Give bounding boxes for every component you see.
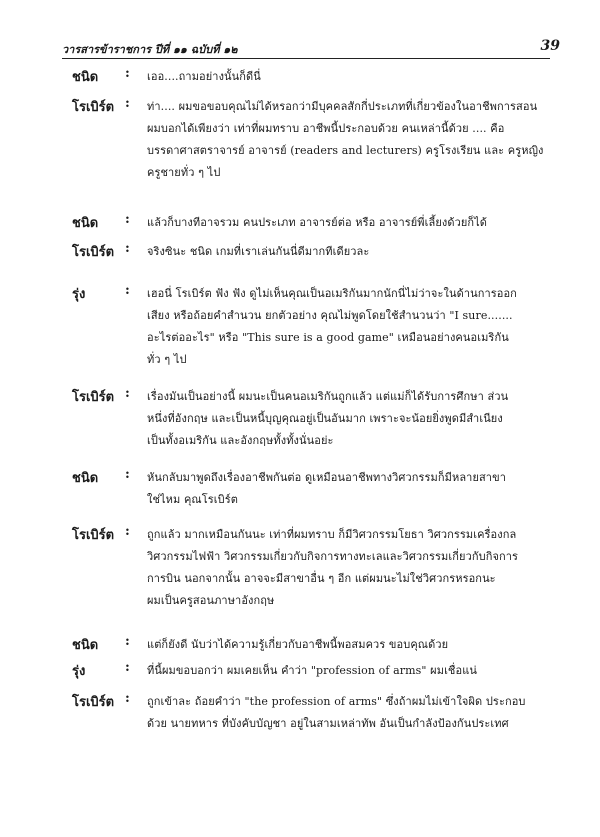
speech-line: เรื่องมันเป็นอย่างนี้ ผมนะเป็นคนอเมริกันถูกแล้ว แต่แม่ก็ได้รับการศึกษา ส่วน	[147, 390, 509, 403]
speech-text	[147, 241, 559, 263]
speech-line: จริงซินะ ชนิด เกมที่เราเล่นกันนี่ดีมากทีเดียวละ	[147, 245, 370, 258]
speech-line: แต่ก็ยังดี นับว่าได้ความรู้เกี่ยวกับอาชีพนี้พอสมควร ขอบคุณด้วย	[147, 638, 449, 651]
speech-line: ผมบอกได้เพียงว่า เท่าที่ผมทราบ อาชีพนี้ประกอบด้วย คนเหล่านี้ด้วย .... คือ	[147, 122, 505, 135]
running-header	[62, 38, 560, 56]
speaker-colon: :	[125, 467, 130, 482]
speaker-colon: :	[125, 524, 130, 539]
speech-line: เป็นทั้งอเมริกัน และอังกฤษทั้งทั้งนั่นอย่ะ	[147, 434, 334, 447]
speech-line: หันกลับมาพูดถึงเรื่องอาชีพกันต่อ ดูเหมือนอาชีพทางวิศวกรรมก็มีหลายสาขา	[147, 471, 506, 484]
speaker-colon: :	[125, 691, 130, 706]
journal-title: วารสารข้าราชการ ปีที่ ๑๑ ฉบับที่ ๑๒	[62, 43, 238, 56]
speech-text	[147, 283, 559, 371]
speech-text	[147, 467, 559, 511]
speech-text	[147, 96, 559, 184]
speech-line: ผมเป็นครูสอนภาษาอังกฤษ	[147, 594, 275, 607]
speech-line: หนึ่งที่อังกฤษ และเป็นหนี้บุญคุณอยู่เป็นอันมาก เพราะจะน้อยยิ่งพูดมีสำเนียง	[147, 412, 503, 425]
speech-line: บรรดาศาสตราจารย์ อาจารย์ (readers and lecturers) ครูโรงเรียน และ ครูหญิง	[147, 144, 544, 157]
speech-text	[147, 691, 559, 735]
speaker-name: ชนิด	[72, 70, 99, 85]
speaker-colon: :	[125, 212, 130, 227]
speech-line: ทั่ว ๆ ไป	[147, 353, 187, 366]
speaker-colon: :	[125, 386, 130, 401]
speaker-name: โรเบิร์ต	[72, 390, 115, 405]
speech-text	[147, 634, 559, 656]
speech-line: แล้วก็บางทีอาจรวม คนประเภท อาจารย์ต่อ หรือ อาจารย์พี่เลี้ยงด้วยก็ได้	[147, 216, 488, 229]
speech-line: ด้วย นายทหาร ที่บังคับบัญชา อยู่ในสามเหล่าทัพ อันเป็นกำลังป้องกันประเทศ	[147, 717, 509, 730]
speaker-name: ชนิด	[72, 471, 99, 486]
header-rule	[62, 58, 550, 59]
speech-text	[147, 386, 559, 452]
speaker-colon: :	[125, 283, 130, 298]
speech-line: ถูกเข้าละ ถ้อยคำว่า "the profession of arms" ซึ่งถ้าผมไม่เข้าใจผิด ประกอบ	[147, 695, 526, 708]
speech-line: วิศวกรรมไฟฟ้า วิศวกรรมเกี่ยวกับกิจการทางทะเลและวิศวกรรมเกี่ยวกับกิจการ	[147, 550, 519, 563]
speech-line: ครูชายทั่ว ๆ ไป	[147, 166, 221, 179]
speaker-name: โรเบิร์ต	[72, 695, 115, 710]
speech-text	[147, 524, 559, 612]
speaker-colon: :	[125, 66, 130, 81]
speaker-colon: :	[125, 96, 130, 111]
speech-text	[147, 66, 559, 88]
page-number: 39	[540, 38, 560, 54]
speaker-name: ชนิด	[72, 638, 99, 653]
speaker-name: โรเบิร์ต	[72, 100, 115, 115]
speech-line: ท่า.... ผมขอขอบคุณไม่ได้หรอกว่ามีบุคคลสักกี่ประเภทที่เกี่ยวข้องในอาชีพการสอน	[147, 100, 538, 113]
speech-line: ที่นี้ผมขอบอกว่า ผมเคยเห็น คำว่า "profession of arms" ผมเชื่อแน่	[147, 664, 478, 677]
speech-text	[147, 212, 559, 234]
speech-line: เฮอนี่ โรเบิร์ต ฟัง ฟัง ดูไม่เห็นคุณเป็นอเมริกันมากนักนี่ไม่ว่าจะในด้านการออก	[147, 287, 517, 300]
speaker-name: รุ่ง	[72, 287, 86, 302]
speech-line: อะไรต่ออะไร" หรือ "This sure is a good game" เหมือนอย่างคนอเมริกัน	[147, 331, 509, 344]
speaker-colon: :	[125, 660, 130, 675]
speaker-name: โรเบิร์ต	[72, 245, 115, 260]
speech-text	[147, 660, 559, 682]
speech-line: ใช่ไหม คุณโรเบิร์ต	[147, 493, 238, 506]
speech-line: การบิน นอกจากนั้น อาจจะมีสาขาอื่น ๆ อีก แต่ผมนะไม่ใช่วิศวกรหรอกนะ	[147, 572, 496, 585]
speaker-colon: :	[125, 634, 130, 649]
speech-line: เสียง หรือถ้อยคำสำนวน ยกตัวอย่าง คุณไม่พูดโดยใช้สำนวนว่า "I sure.......	[147, 309, 513, 322]
speech-line: เออ....ถามอย่างนั้นก็ดีนี่	[147, 70, 261, 83]
speaker-name: ชนิด	[72, 216, 99, 231]
speaker-name: โรเบิร์ต	[72, 528, 115, 543]
speaker-name: รุ่ง	[72, 664, 86, 679]
speech-line: ถูกแล้ว มากเหมือนกันนะ เท่าที่ผมทราบ ก็มีวิศวกรรมโยธา วิศวกรรมเครื่องกล	[147, 528, 517, 541]
speaker-colon: :	[125, 241, 130, 256]
